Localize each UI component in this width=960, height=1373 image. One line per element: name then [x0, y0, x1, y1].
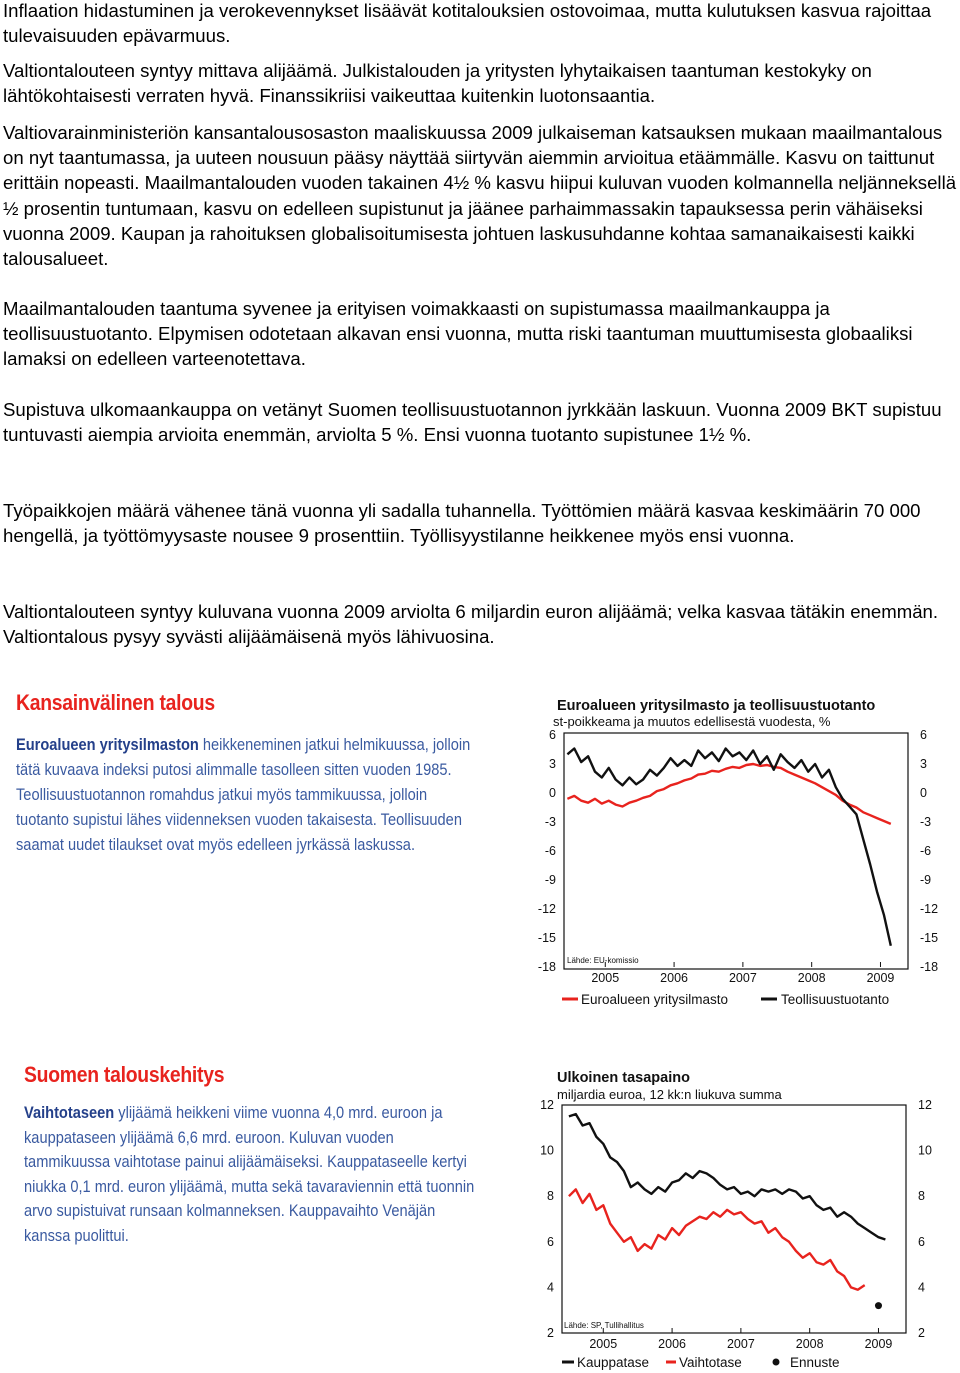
c1-x-tick-1: 2006: [660, 971, 688, 985]
paragraph-6: Työpaikkojen määrä vähenee tänä vuonna yli sadalla tuhannella. Työttömien määrä kasvaa keskimäärin 70 000 hengellä, ja työttömyysaste nousee 9 prosenttiin. Työllisyystilanne heikkenee myös ensi vuonna.: [3, 500, 921, 547]
chart-2-legend-label-2: Vaihtotase: [679, 1355, 742, 1370]
c2-series-2-point-0: [875, 1302, 882, 1309]
chart-1-subtitle: st-poikkeama ja muutos edellisestä vuodesta, %: [553, 714, 831, 729]
chart-2-x-axis: [589, 1328, 892, 1351]
c1-x-tick-0: 2005: [591, 971, 620, 985]
c1-y-tick-right-1: 3: [920, 757, 927, 771]
chart-1-legend-label-1: Euroalueen yritysilmasto: [581, 992, 729, 1007]
panel-2-title: Suomen talouskehitys: [24, 1062, 225, 1087]
chart-external-balance: [528, 1062, 960, 1373]
c2-y-tick-left-0: 12: [540, 1098, 554, 1112]
chart-1-y-axis-left: [538, 728, 556, 974]
c2-x-tick-0: 2005: [589, 1337, 618, 1351]
panel-1-body: heikkeneminen jatkui helmikuussa, jolloin tätä kuvaava indeksi putosi alimmalle tasolleen sitten vuoden 1985. Teollisuustuotannon romahdus jatkui myös tammikuussa, jolloin tuotanto supistui lähes viidenneksen vuoden takaisesta. Teollisuuden saamat uudet tilaukset ovat myös edelleen jyrkässä laskussa.: [16, 735, 471, 854]
c1-x-tick-2: 2007: [728, 971, 757, 985]
c2-x-tick-1: 2006: [658, 1337, 686, 1351]
c1-y-tick-left-0: 6: [549, 728, 556, 742]
c2-x-tick-2: 2007: [726, 1337, 755, 1351]
c1-y-tick-left-2: 0: [549, 786, 556, 800]
chart-2-legend-label-3: Ennuste: [790, 1355, 840, 1370]
c2-x-tick-3: 2008: [795, 1337, 824, 1351]
c1-y-tick-left-8: -18: [537, 960, 556, 974]
chart-2-y-axis-right: [918, 1098, 932, 1340]
panel-2-body: ylijäämä heikkeni viime vuonna 4,0 mrd. euroon ja kauppataseen ylijäämä 6,6 mrd. euroon. Kuluvan vuoden tammikuussa vaihtotase painui alijäämäiseksi. Kauppataseelle kertyi niukka 0,1 mrd. euron ylijäämä, mutta sekä tavaraviennin että tuonnin arvo supistuivat runsaan kolmanneksen. Kauppavaihto Venäjän kanssa puolittui.: [24, 1103, 475, 1245]
c1-y-tick-right-5: -9: [920, 873, 932, 887]
chart-1-legend-label-2: Teollisuustuotanto: [781, 992, 890, 1007]
c1-y-tick-left-1: 3: [549, 757, 556, 771]
chart-2-legend-swatch-3: [773, 1359, 780, 1366]
chart-1-x-axis: [591, 962, 894, 985]
c2-y-tick-right-3: 6: [918, 1234, 925, 1249]
chart-2-y-axis-left: [540, 1098, 554, 1340]
c1-x-tick-4: 2009: [866, 971, 895, 985]
c2-y-tick-left-2: 8: [547, 1189, 554, 1204]
paragraph-5: Supistuva ulkomaankauppa on vetänyt Suomen teollisuustuotannon jyrkkään laskuun. Vuonna 2009 BKT supistuu tuntuvasti aiempia arvioita enemmän, arviolta 5 %. Ensi vuonna tuotanto supistunee 1½ %.: [3, 399, 942, 446]
c2-series-1-line: [569, 1189, 865, 1289]
chart-1-series: [567, 749, 890, 946]
paragraph-7: Valtiontalouteen syntyy kuluvana vuonna 2009 arviolta 6 miljardin euron alijäämä; velka kasvaa tätäkin enemmän. Valtiontalous pysyy syvästi alijäämäisenä myös lähivuosina.: [3, 601, 939, 648]
paragraph-4: Maailmantalouden taantuma syvenee ja erityisen voimakkaasti on supistumassa maailmankauppa ja teollisuustuotanto. Elpymisen odotetaan alkavan ensi vuonna, mutta riski taantuman muuttumisesta globaaliksi lamaksi on edelleen varteenotettava.: [3, 298, 913, 370]
chart-euroarea-business-climate: [530, 690, 960, 1020]
c2-series-0-line: [569, 1114, 886, 1239]
c2-y-tick-left-4: 4: [547, 1280, 554, 1295]
c1-y-tick-left-5: -9: [544, 873, 556, 887]
panel-1-title: Kansainvälinen talous: [16, 690, 215, 715]
c2-y-tick-right-5: 2: [918, 1326, 925, 1340]
c1-y-tick-right-2: 0: [920, 786, 927, 800]
panel-1-keyword: Euroalueen yritysilmaston: [16, 735, 199, 754]
c2-y-tick-left-1: 10: [540, 1143, 554, 1158]
c1-y-tick-right-3: -3: [920, 815, 932, 829]
c2-y-tick-left-5: 2: [547, 1326, 554, 1340]
c1-y-tick-right-7: -15: [920, 931, 939, 945]
chart-1-title: Euroalueen yritysilmasto ja teollisuustuotanto: [557, 698, 876, 714]
chart-2-source: Lähde: SP, Tullihallitus: [564, 1321, 644, 1330]
c2-y-tick-left-3: 6: [547, 1234, 554, 1249]
c1-y-tick-right-8: -18: [920, 960, 939, 974]
c1-y-tick-right-6: -12: [920, 902, 939, 916]
panel-1-text: [16, 732, 480, 857]
paragraph-3: Valtiovarainministeriön kansantalousosaston maaliskuussa 2009 julkaiseman katsauksen mukaan maailmantalous on nyt taantumassa, ja uuteen nousuun pääsy näyttää siirtyvän aiemmin arvioitua etäämmälle. Kasvu on taittunut erittäin nopeasti. Maailmantalouden vuoden takainen 4½ % kasvu hiipui kuluvan vuoden kolmannella neljänneksellä ½ prosentin tuntumaan, kasvu on edelleen supistunut ja jäänee parhaimmassakin tapauksessa perin vähäiseksi vuonna 2009. Kaupan ja rahoituksen globalisoitumisesta johtuen laskusuhdanne kohtaa samanaikaisesti kaikki talousalueet.: [3, 122, 957, 270]
c2-y-tick-right-0: 12: [918, 1098, 932, 1112]
chart-2-subtitle: miljardia euroa, 12 kk:n liukuva summa: [557, 1087, 782, 1102]
c2-x-tick-4: 2009: [864, 1337, 893, 1351]
panel-2-keyword: Vaihtotaseen: [24, 1103, 115, 1122]
c1-y-tick-left-3: -3: [544, 815, 556, 829]
chart-1-y-axis-right: [920, 728, 938, 974]
panel-2-text: [24, 1101, 483, 1249]
paragraph-1: Inflaation hidastuminen ja verokevennykset lisäävät kotitalouksien ostovoimaa, mutta kulutuksen kasvua rajoittaa tulevaisuuden epävarmuus.: [3, 0, 932, 47]
chart-2-series: [569, 1114, 886, 1309]
c1-y-tick-left-7: -15: [537, 931, 556, 945]
c2-y-tick-right-2: 8: [918, 1189, 925, 1204]
c2-y-tick-right-1: 10: [918, 1143, 932, 1158]
chart-2-legend-label-1: Kauppatase: [577, 1355, 650, 1370]
c1-series-1-line: [567, 749, 890, 946]
chart-1-source: Lähde: EU-komissio: [567, 956, 639, 965]
c1-series-0-line: [567, 764, 890, 824]
c1-y-tick-right-0: 6: [920, 728, 927, 742]
c2-y-tick-right-4: 4: [918, 1280, 925, 1295]
paragraph-2: Valtiontalouteen syntyy mittava alijäämä. Julkistalouden ja yritysten lyhytaikaisen taantuman kestokyky on lähtökohtaisesti verraten hyvä. Finanssikriisi vaikeuttaa kuitenkin luotonsaantia.: [3, 60, 872, 107]
chart-2-title: Ulkoinen tasapaino: [557, 1070, 690, 1086]
c1-x-tick-3: 2008: [797, 971, 826, 985]
c1-y-tick-left-4: -6: [544, 844, 556, 858]
c1-y-tick-right-4: -6: [920, 844, 932, 858]
c1-y-tick-left-6: -12: [537, 902, 556, 916]
